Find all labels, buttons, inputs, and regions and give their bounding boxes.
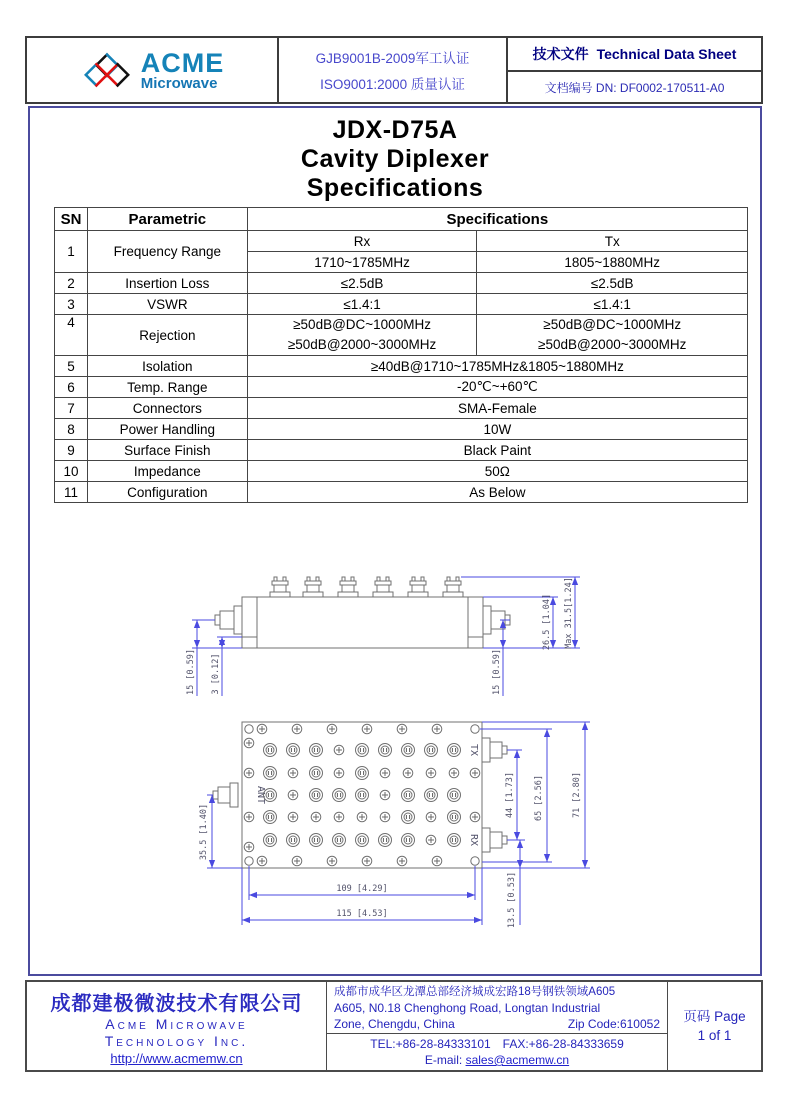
tuning-screw-icon xyxy=(333,834,346,847)
cover-screw-icon xyxy=(244,768,254,778)
tuning-screw-icon xyxy=(310,767,323,780)
dim-label: 13.5 [0.53] xyxy=(507,871,517,929)
cover-screw-icon xyxy=(292,856,302,866)
doc-title-zh: 技术文件 xyxy=(532,46,589,63)
cover-screw-icon xyxy=(334,812,344,822)
cell-tx-freq: 1805~1880MHz xyxy=(477,252,748,273)
dim-label: 65 [2.56] xyxy=(534,774,544,822)
cover-screw-icon xyxy=(397,724,407,734)
cert-line-1: GJB9001B-2009军工认证 xyxy=(315,51,470,66)
dim-label: 15 [0.59] xyxy=(492,648,502,696)
dim-label: 26.5 [1.04] xyxy=(542,593,552,651)
title-model: JDX-D75A xyxy=(332,116,458,144)
zip-code: Zip Code:610052 xyxy=(567,1016,660,1031)
cell-sn: 2 xyxy=(55,273,88,294)
cell-sn: 7 xyxy=(55,398,88,419)
table-row xyxy=(55,315,748,356)
tuning-screw-icon xyxy=(402,744,415,757)
dim-label: 44 [1.73] xyxy=(505,771,515,819)
company-name-en-2: Technology Inc. xyxy=(104,1032,249,1049)
header xyxy=(25,36,763,104)
cell-parametric: Configuration xyxy=(87,482,247,503)
cover-screw-icon xyxy=(244,812,254,822)
cell-value: 10W xyxy=(247,419,747,440)
tx-connector-icon xyxy=(482,738,507,762)
col-header-sn: SN xyxy=(55,208,88,231)
table-row xyxy=(55,294,748,315)
page-number xyxy=(668,982,761,1070)
tuning-screw-icon xyxy=(310,789,323,802)
footer xyxy=(25,980,763,1072)
cover-screw-icon xyxy=(470,768,480,778)
cell-value: ≥40dB@1710~1785MHz&1805~1880MHz xyxy=(247,356,747,377)
ant-connector-icon xyxy=(213,783,238,807)
cover-screw-icon xyxy=(311,812,321,822)
cell-sn: 6 xyxy=(55,377,88,398)
table-row xyxy=(55,461,748,482)
cell-sn: 4 xyxy=(55,315,88,356)
cover-screw-icon xyxy=(380,768,390,778)
tuning-screw-icon xyxy=(356,834,369,847)
tuning-post-icon xyxy=(338,577,358,597)
dim-label: 15 [0.59] xyxy=(186,648,196,696)
cell-sn: 9 xyxy=(55,440,88,461)
cell-value: -20℃~+60℃ xyxy=(247,377,747,398)
cell-value xyxy=(247,315,477,356)
page-value: 1 of 1 xyxy=(697,1028,732,1043)
cell-parametric: Isolation xyxy=(87,356,247,377)
corner-hole-icon xyxy=(245,725,253,733)
tuning-screw-icon xyxy=(356,767,369,780)
company-name-zh: 成都建极微波技术有限公司 xyxy=(50,992,303,1015)
port-label-rx: RX xyxy=(468,833,479,847)
tuning-screw-icon xyxy=(448,744,461,757)
dim-label: 71 [2.80] xyxy=(572,771,582,819)
rejection-rx-line1: ≥50dB@DC~1000MHz xyxy=(293,317,431,332)
cell-value: ≤1.4:1 xyxy=(247,294,477,315)
top-view-drawing xyxy=(168,712,628,942)
cover-screw-icon xyxy=(426,812,436,822)
logo-wordmark: ACME xyxy=(140,47,225,78)
cell-parametric: Temp. Range xyxy=(87,377,247,398)
rejection-rx-line2: ≥50dB@2000~3000MHz xyxy=(287,337,437,352)
cover-screw-icon xyxy=(426,835,436,845)
cover-screw-icon xyxy=(244,842,254,852)
corner-hole-icon xyxy=(471,725,479,733)
page-label: 页码 Page xyxy=(683,1009,746,1024)
tuning-screw-icon xyxy=(310,744,323,757)
cell-parametric: Surface Finish xyxy=(87,440,247,461)
certifications xyxy=(279,38,508,102)
dim-label: Max 31.5[1.24] xyxy=(564,577,574,649)
cover-screw-icon xyxy=(362,856,372,866)
cover-screw-icon xyxy=(357,812,367,822)
dimension-lines xyxy=(199,722,590,928)
footer-contact xyxy=(327,982,668,1070)
cell-parametric: Connectors xyxy=(87,398,247,419)
cover-screw-icon xyxy=(403,768,413,778)
tuning-screw-icon xyxy=(402,811,415,824)
acme-logo-icon xyxy=(80,51,134,89)
tuning-screw-icon xyxy=(379,744,392,757)
doc-title-en: Technical Data Sheet xyxy=(596,46,737,63)
tuning-post-icon xyxy=(443,577,463,597)
corner-hole-icon xyxy=(245,857,253,865)
tuning-screw-icon xyxy=(402,834,415,847)
screw-field xyxy=(244,724,480,866)
tuning-post-icon xyxy=(303,577,323,597)
port-label-tx: TX xyxy=(468,743,479,757)
cell-parametric: Insertion Loss xyxy=(87,273,247,294)
tuning-post-icon xyxy=(408,577,428,597)
cell-sn: 8 xyxy=(55,419,88,440)
cover-screw-icon xyxy=(288,768,298,778)
cell-sn: 5 xyxy=(55,356,88,377)
diplexer-housing-side xyxy=(242,597,483,648)
tuning-screw-icon xyxy=(402,789,415,802)
dim-label: 3 [0.12] xyxy=(211,653,221,695)
tuning-screw-icon xyxy=(264,834,277,847)
cover-screw-icon xyxy=(397,856,407,866)
tuning-screw-icon xyxy=(310,834,323,847)
cover-screw-icon xyxy=(380,812,390,822)
cover-screw-icon xyxy=(380,790,390,800)
table-row xyxy=(55,231,748,252)
tuning-screw-icon xyxy=(379,834,392,847)
col-header-specifications: Specifications xyxy=(247,208,747,231)
cell-sn: 1 xyxy=(55,231,88,273)
tuning-screw-icon xyxy=(448,811,461,824)
cover-screw-icon xyxy=(334,745,344,755)
company-name-en-1: Acme Microwave xyxy=(105,1015,248,1032)
title-doc-type: Specifications xyxy=(306,174,484,202)
cell-parametric: Power Handling xyxy=(87,419,247,440)
footer-company xyxy=(27,982,327,1070)
tuning-screw-icon xyxy=(356,744,369,757)
cell-value: As Below xyxy=(247,482,747,503)
company-logo xyxy=(27,38,279,102)
cover-screw-icon xyxy=(334,768,344,778)
cell-value: 50Ω xyxy=(247,461,747,482)
port-label-ant: ANT xyxy=(255,785,266,805)
cell-value xyxy=(477,315,748,356)
table-row xyxy=(55,482,748,503)
tuning-screw-icon xyxy=(356,789,369,802)
tuning-screw-icon xyxy=(287,744,300,757)
table-header-row xyxy=(55,208,748,231)
cover-screw-icon xyxy=(244,738,254,748)
cover-screw-icon xyxy=(432,724,442,734)
tuning-screw-icon xyxy=(425,789,438,802)
cover-screw-icon xyxy=(288,812,298,822)
cell-parametric: Frequency Range xyxy=(87,231,247,273)
tuning-screw-icon xyxy=(264,811,277,824)
rejection-tx-line2: ≥50dB@2000~3000MHz xyxy=(538,337,687,352)
dim-label: 115 [4.53] xyxy=(336,909,388,919)
cover-screw-icon xyxy=(449,768,459,778)
cell-sn: 3 xyxy=(55,294,88,315)
cell-value: ≤2.5dB xyxy=(247,273,477,294)
tuning-screw-icon xyxy=(287,834,300,847)
cell-rx-header: Rx xyxy=(247,231,477,252)
cover-screw-icon xyxy=(288,790,298,800)
cell-rx-freq: 1710~1785MHz xyxy=(247,252,477,273)
table-row xyxy=(55,356,748,377)
table-row xyxy=(55,398,748,419)
cover-screw-icon xyxy=(470,812,480,822)
page-title xyxy=(30,116,760,203)
sma-connector-left-icon xyxy=(215,606,242,634)
cell-tx-header: Tx xyxy=(477,231,748,252)
table-row xyxy=(55,273,748,294)
tuning-screw-icon xyxy=(333,789,346,802)
cover-screw-icon xyxy=(292,724,302,734)
cover-screw-icon xyxy=(257,856,267,866)
col-header-parametric: Parametric xyxy=(87,208,247,231)
cover-screw-icon xyxy=(426,768,436,778)
doc-info xyxy=(508,38,761,102)
cover-screw-icon xyxy=(327,724,337,734)
cell-value: ≤2.5dB xyxy=(477,273,748,294)
table-row xyxy=(55,419,748,440)
cell-sn: 10 xyxy=(55,461,88,482)
cell-value: ≤1.4:1 xyxy=(477,294,748,315)
tuning-screw-icon xyxy=(264,767,277,780)
table-row xyxy=(55,377,748,398)
tuning-screw-icon xyxy=(425,744,438,757)
dim-label: 35.5 [1.40] xyxy=(199,803,209,861)
rejection-tx-line1: ≥50dB@DC~1000MHz xyxy=(543,317,682,332)
tuning-screw-icon xyxy=(264,744,277,757)
cert-line-2: ISO9001:2000 质量认证 xyxy=(320,77,465,92)
specifications-table xyxy=(54,207,748,503)
cover-screw-icon xyxy=(327,856,337,866)
corner-hole-icon xyxy=(471,857,479,865)
email-label: E-mail: xyxy=(424,1053,463,1067)
address-en-2: Zone, Chengdu, China xyxy=(334,1016,455,1031)
cover-screw-icon xyxy=(432,856,442,866)
address-en-1: A605, N0.18 Chenghong Road, Longtan Industrial xyxy=(334,1000,601,1015)
tuning-post-icon xyxy=(373,577,393,597)
rx-connector-icon xyxy=(482,828,507,852)
side-view-drawing xyxy=(168,556,608,706)
cell-sn: 11 xyxy=(55,482,88,503)
title-product: Cavity Diplexer xyxy=(300,145,490,173)
cell-value: SMA-Female xyxy=(247,398,747,419)
dim-label: 109 [4.29] xyxy=(336,884,388,894)
email-link[interactable]: sales@acmemw.cn xyxy=(465,1053,570,1067)
tuning-screw-icon xyxy=(448,834,461,847)
website-link[interactable]: http://www.acmemw.cn xyxy=(110,1050,243,1066)
cover-screw-icon xyxy=(362,724,372,734)
doc-number: 文档编号 DN: DF0002-170511-A0 xyxy=(544,80,725,95)
cell-parametric: VSWR xyxy=(87,294,247,315)
tuning-post-icon xyxy=(270,577,290,597)
tel-fax: TEL:+86-28-84333101 FAX:+86-28-84333659 xyxy=(370,1037,624,1051)
cell-parametric: Rejection xyxy=(87,315,247,356)
cell-parametric: Impedance xyxy=(87,461,247,482)
table-row xyxy=(55,440,748,461)
tuning-screw-icon xyxy=(448,789,461,802)
address-zh: 成都市成华区龙潭总部经济城成宏路18号钢铁领域A605 xyxy=(334,985,616,998)
cell-value: Black Paint xyxy=(247,440,747,461)
cover-screw-icon xyxy=(257,724,267,734)
logo-subtitle: Microwave xyxy=(140,74,218,92)
